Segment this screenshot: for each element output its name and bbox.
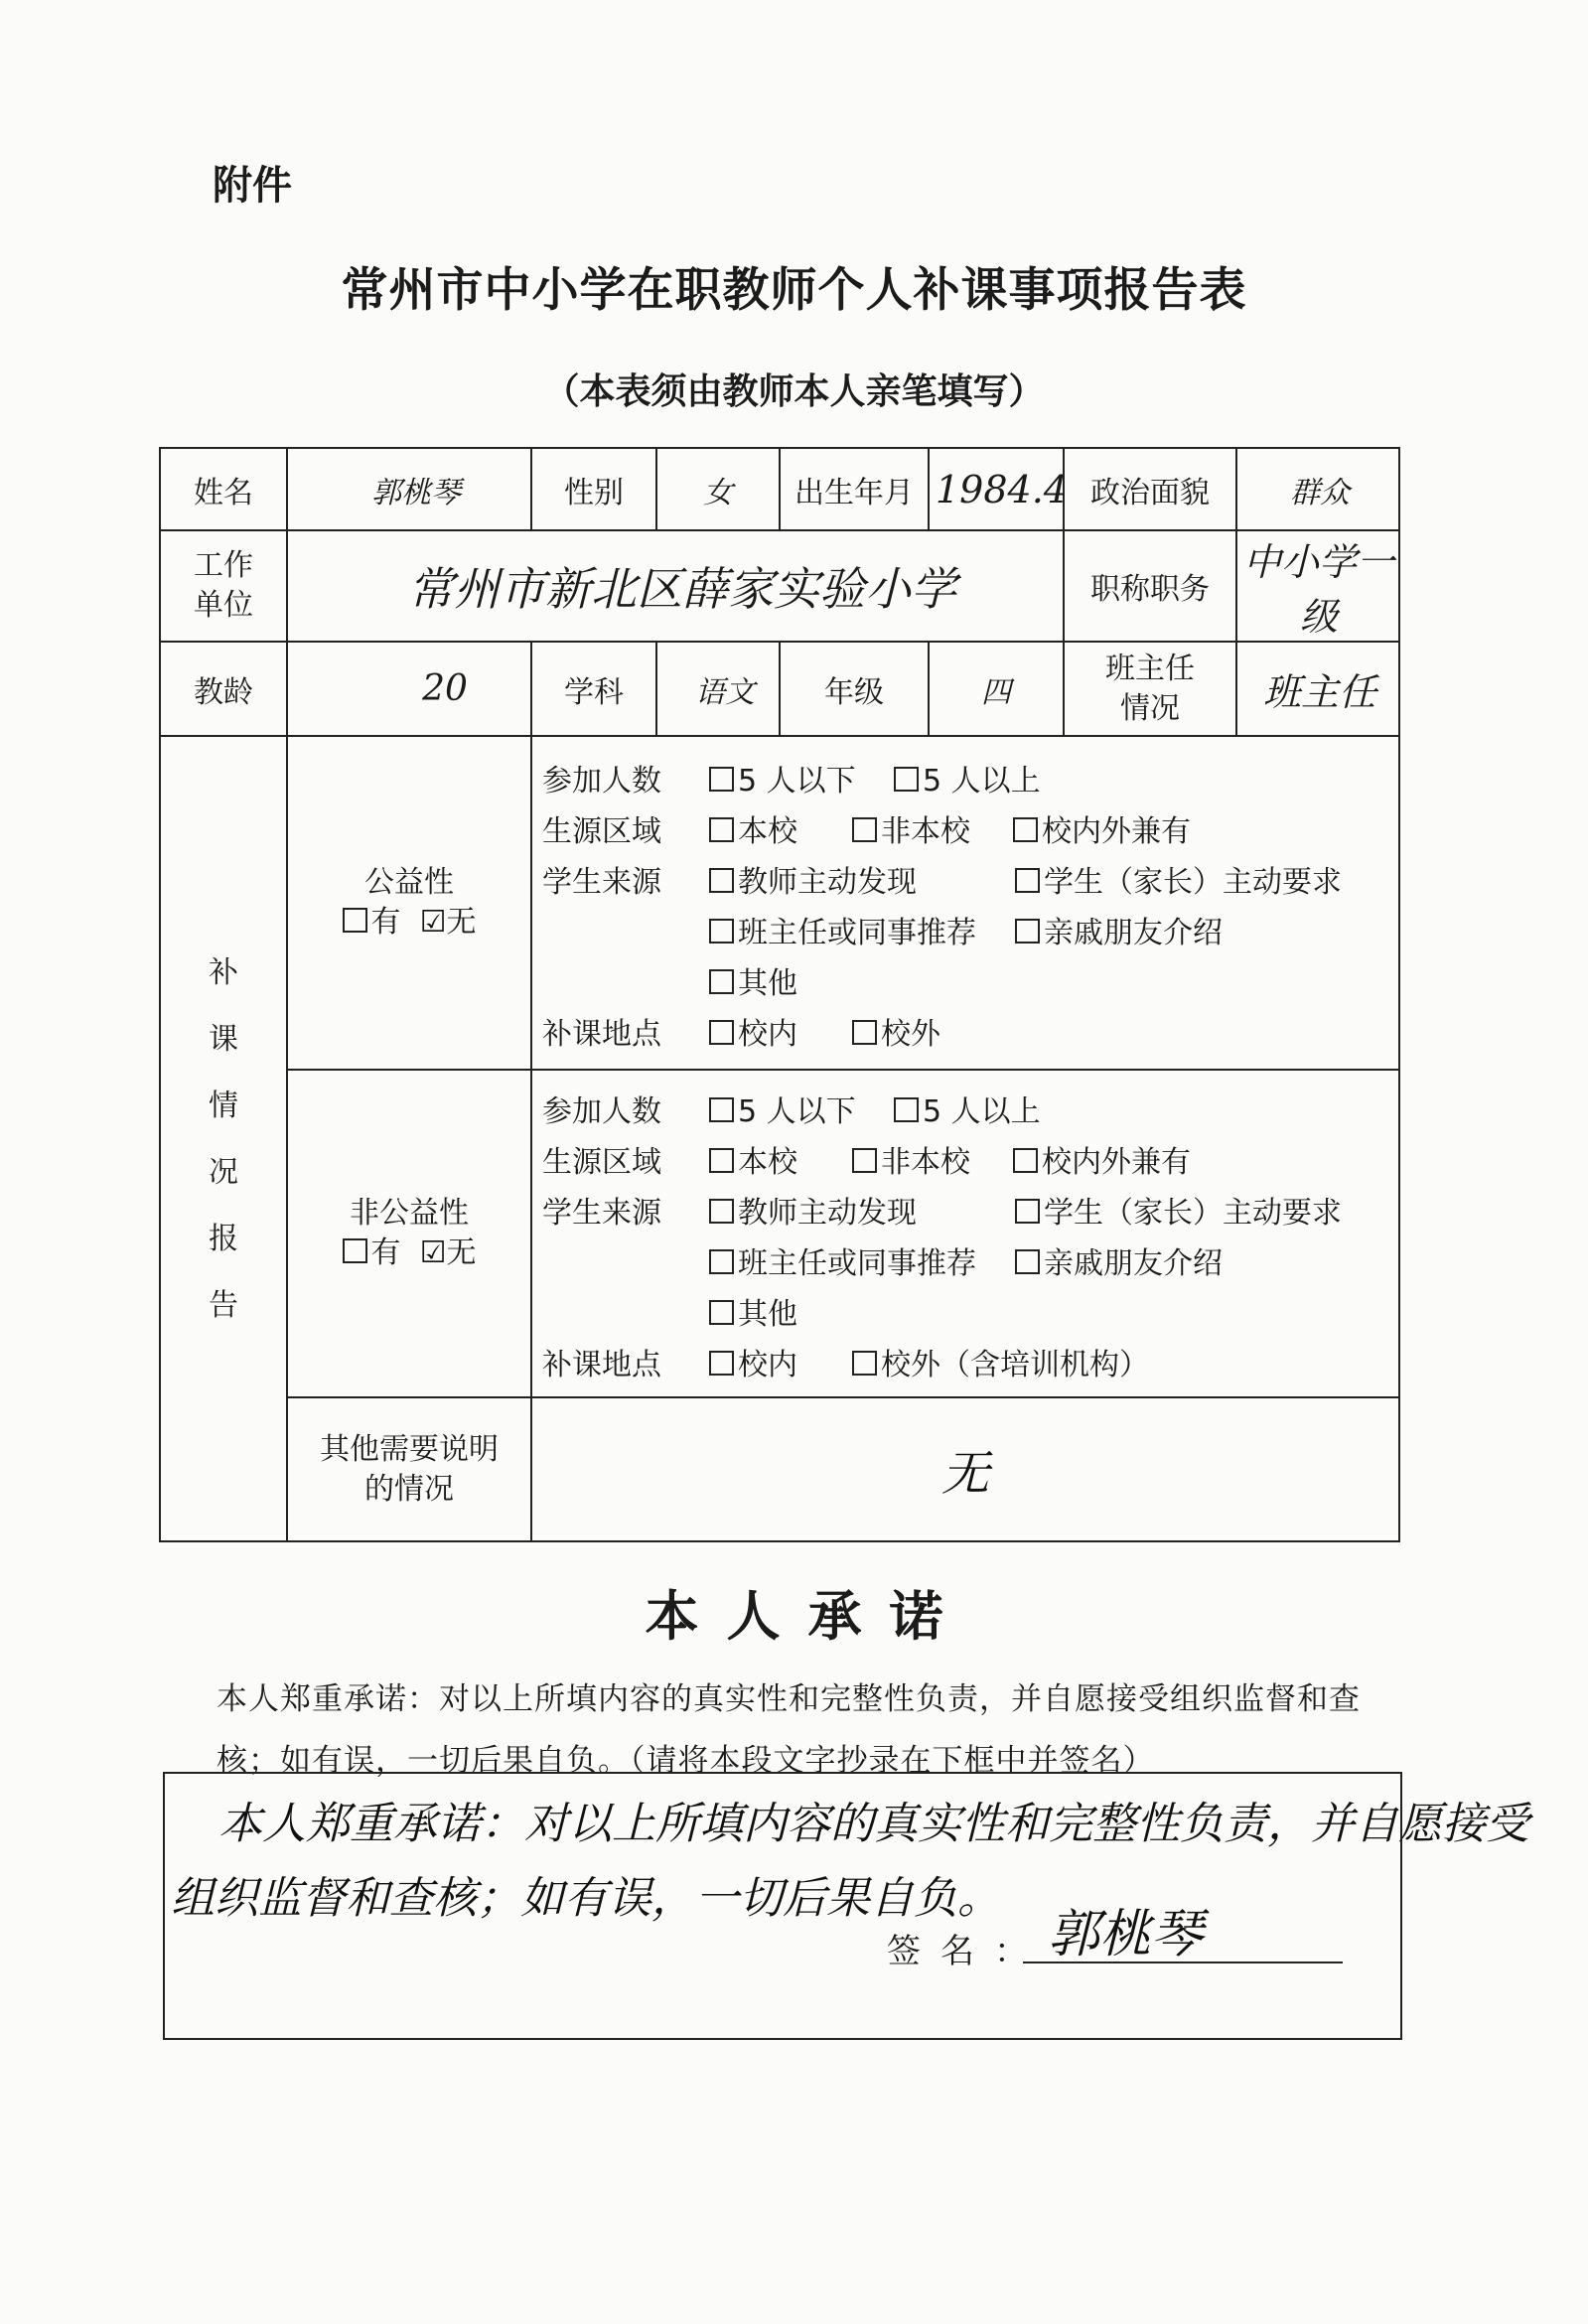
birth-value: 1984.4 [929, 448, 1064, 530]
public-none-checkbox-checked[interactable]: ☑ [419, 905, 447, 940]
grade-label: 年级 [780, 642, 929, 736]
attachment-label: 附件 [213, 163, 292, 209]
option-label: 校外（含培训机构） [881, 1347, 1149, 1382]
option-label: 教师主动发现 [738, 1195, 917, 1231]
checkbox[interactable] [1015, 868, 1040, 893]
nonpublic-welfare-choice [288, 1234, 530, 1273]
report-form-table [159, 447, 1400, 1542]
option-label: 5 人以上 [923, 1093, 1041, 1129]
teaching-years-label: 教龄 [160, 642, 287, 736]
political-label: 政治面貌 [1064, 448, 1236, 530]
workplace-label [160, 530, 287, 642]
checkbox[interactable] [709, 1199, 734, 1224]
public-row [160, 736, 1399, 1070]
nonpublic-has-label: 有 [370, 1235, 401, 1270]
option-label: 校内 [738, 1347, 797, 1382]
option-label: 班主任或同事推荐 [738, 915, 976, 950]
signature: 郭桃琴 [1048, 1905, 1204, 1964]
other-row [160, 1397, 1399, 1541]
info-row-3 [160, 642, 1399, 736]
checkbox[interactable] [1015, 919, 1040, 944]
name-value: 郭桃琴 [287, 448, 531, 530]
other-label-line2: 的情况 [364, 1471, 454, 1507]
checkbox[interactable] [894, 767, 919, 792]
option-label: 校外 [881, 1016, 940, 1052]
checkbox[interactable] [709, 919, 734, 944]
location-label: 补课地点 [542, 1347, 661, 1382]
workplace-value: 常州市新北区薛家实验小学 [287, 530, 1064, 642]
public-welfare-cell [287, 736, 531, 1070]
pledge-heading: 本人承诺 [645, 1585, 971, 1648]
subject-label: 学科 [531, 642, 656, 736]
option-label: 亲戚朋友介绍 [1044, 915, 1223, 950]
option-label: 5 人以下 [738, 763, 856, 799]
head-teacher-label [1064, 642, 1236, 736]
public-none-label: 无 [446, 905, 477, 940]
checkbox[interactable] [709, 1300, 734, 1325]
checkbox[interactable] [894, 1097, 919, 1122]
title-value: 中小学一级 [1236, 530, 1399, 642]
option-label: 5 人以下 [738, 1093, 856, 1129]
source-label: 学生来源 [542, 1195, 661, 1231]
name-label: 姓名 [160, 448, 287, 530]
subject-value: 语文 [656, 642, 780, 736]
checkbox[interactable] [1013, 817, 1038, 842]
pledge-text: 本人郑重承诺：对以上所填内容的真实性和完整性负责，并自愿接受组织监督和查核；如有误，一切后果自负。（请将本段文字抄录在下框中并签名） [217, 1681, 1361, 1779]
checkbox[interactable] [709, 1249, 734, 1274]
title-label: 职称职务 [1064, 530, 1236, 642]
vertical-char-2: 课 [209, 1021, 238, 1057]
public-welfare-choice [288, 903, 530, 943]
birth-label: 出生年月 [780, 448, 929, 530]
checkbox[interactable] [709, 868, 734, 893]
vertical-char-3: 情 [209, 1088, 238, 1123]
participants-label: 参加人数 [542, 1093, 661, 1129]
option-label: 本校 [738, 813, 797, 849]
gender-value: 女 [656, 448, 780, 530]
public-has-label: 有 [370, 905, 401, 940]
region-label: 生源区域 [542, 1144, 661, 1180]
checkbox[interactable] [852, 817, 877, 842]
workplace-label-line1: 工作 [194, 548, 253, 583]
checkbox[interactable] [709, 1148, 734, 1173]
grade-value: 四 [929, 642, 1064, 736]
vertical-char-6: 告 [209, 1287, 238, 1323]
vertical-char-1: 补 [209, 954, 238, 990]
signature-underline [1023, 1961, 1343, 1963]
other-label-line1: 其他需要说明 [320, 1431, 499, 1467]
nonpublic-has-checkbox[interactable] [343, 1238, 367, 1263]
checkbox[interactable] [709, 817, 734, 842]
checkbox[interactable] [709, 969, 734, 994]
option-label: 校内外兼有 [1042, 1144, 1191, 1180]
head-teacher-value: 班主任 [1236, 642, 1399, 736]
option-label: 校内 [738, 1016, 797, 1052]
info-row-2 [160, 530, 1399, 642]
option-label: 学生（家长）主动要求 [1044, 864, 1342, 900]
other-label [287, 1397, 531, 1541]
checkbox[interactable] [1015, 1199, 1040, 1224]
political-value: 群众 [1236, 448, 1399, 530]
workplace-label-line2: 单位 [194, 588, 253, 623]
public-has-checkbox[interactable] [343, 908, 367, 933]
pledge-copy-line2: 组织监督和查核；如有误，一切后果自负。 [171, 1873, 1001, 1924]
region-label: 生源区域 [542, 813, 661, 849]
option-label: 其他 [738, 1296, 797, 1332]
checkbox[interactable] [709, 1097, 734, 1122]
option-label: 亲戚朋友介绍 [1044, 1245, 1223, 1281]
nonpublic-row [160, 1070, 1399, 1397]
checkbox[interactable] [852, 1351, 877, 1376]
signature-label: 签名： [887, 1932, 1048, 1971]
option-label: 其他 [738, 965, 797, 1001]
checkbox[interactable] [1013, 1148, 1038, 1173]
checkbox[interactable] [709, 1351, 734, 1376]
source-label: 学生来源 [542, 864, 661, 900]
option-label: 本校 [738, 1144, 797, 1180]
checkbox[interactable] [852, 1020, 877, 1045]
option-label: 校内外兼有 [1042, 813, 1191, 849]
nonpublic-options [531, 1070, 1399, 1397]
public-options [531, 736, 1399, 1070]
nonpublic-none-checkbox-checked[interactable]: ☑ [419, 1235, 447, 1270]
option-label: 非本校 [881, 813, 970, 849]
vertical-char-4: 况 [209, 1154, 238, 1190]
option-label: 非本校 [881, 1144, 970, 1180]
checkbox[interactable] [709, 1020, 734, 1045]
checkbox[interactable] [852, 1148, 877, 1173]
info-row-1 [160, 448, 1399, 530]
option-label: 学生（家长）主动要求 [1044, 1195, 1342, 1231]
gender-label: 性别 [531, 448, 656, 530]
form-subtitle: （本表须由教师本人亲笔填写） [543, 371, 1045, 412]
option-label: 班主任或同事推荐 [738, 1245, 976, 1281]
form-title: 常州市中小学在职教师个人补课事项报告表 [341, 263, 1247, 318]
other-value: 无 [531, 1397, 1399, 1541]
pledge-copy-line1: 本人郑重承诺：对以上所填内容的真实性和完整性负责，并自愿接受 [218, 1799, 1529, 1849]
checkbox[interactable] [1015, 1249, 1040, 1274]
public-welfare-title: 公益性 [364, 865, 454, 900]
head-teacher-label-line1: 班主任 [1105, 651, 1195, 686]
nonpublic-welfare-cell [287, 1070, 531, 1397]
nonpublic-welfare-title: 非公益性 [350, 1196, 469, 1231]
teaching-years-value: 20 [287, 642, 531, 736]
nonpublic-none-label: 无 [446, 1235, 477, 1270]
head-teacher-label-line2: 情况 [1120, 690, 1180, 726]
option-label: 教师主动发现 [738, 864, 917, 900]
report-vertical-label [160, 736, 287, 1541]
location-label: 补课地点 [542, 1016, 661, 1052]
option-label: 5 人以上 [923, 763, 1041, 799]
vertical-char-5: 报 [209, 1221, 238, 1256]
participants-label: 参加人数 [542, 763, 661, 799]
checkbox[interactable] [709, 767, 734, 792]
